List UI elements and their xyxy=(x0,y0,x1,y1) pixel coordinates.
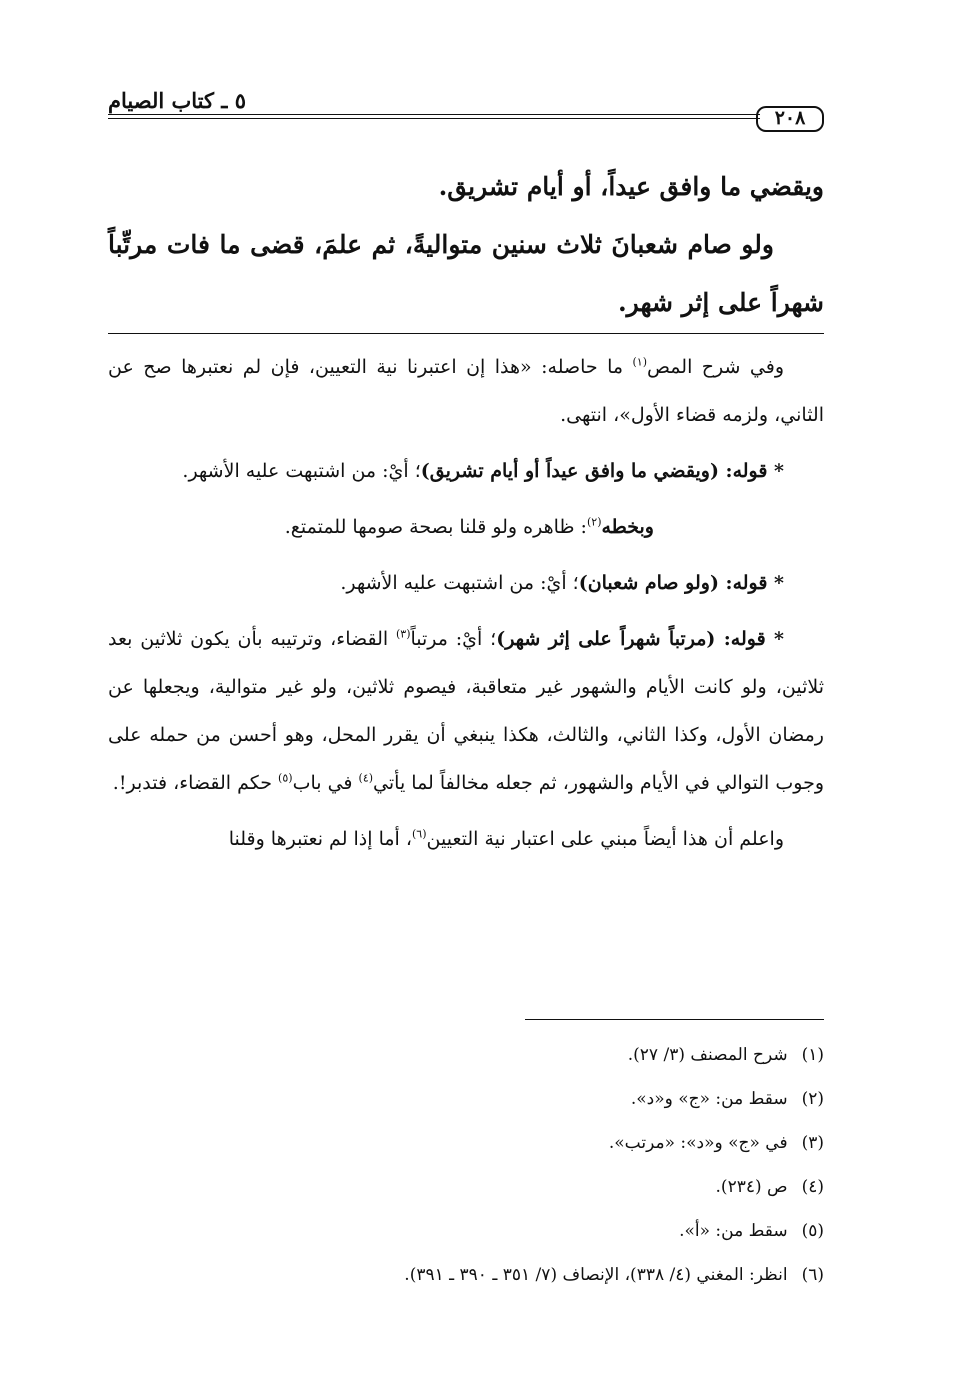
text-span: ؛ أيْ: من اشتبهت عليه الأشهر. xyxy=(182,460,421,482)
footnote xyxy=(108,1121,824,1165)
footnote-number: (٥) xyxy=(801,1221,824,1241)
text-span: ؛ أيْ: من اشتبهت عليه الأشهر. xyxy=(340,572,579,594)
footnote-number: (٤) xyxy=(801,1177,824,1197)
text-span: وفي شرح المص xyxy=(647,356,784,378)
footnote xyxy=(108,1165,824,1209)
bold-lead: وبخطه xyxy=(601,516,654,538)
commentary xyxy=(108,343,824,871)
text-span: حكم القضاء، فتدبر!. xyxy=(112,772,279,794)
commentary-paragraph xyxy=(108,815,824,863)
footnote-ref[interactable]: (٦) xyxy=(412,827,427,841)
footnote xyxy=(108,1209,824,1253)
text-span: القضاء، وترتيبه بأن يكون ثلاثين بعد ثلاثين، ولو كانت الأيام والشهور غير متعاقبة، فيصوم ثلاثين، ولو غير متوالية، ويجعلها عن رمضان الأول، وكذا الثاني، والثالث، هكذا ينبغي أن يقرر المحل، وهو أحسن من حمله على وجوب التوالي في الأيام والشهور، ثم جعله مخالفاً لما يأتي xyxy=(108,628,824,794)
footnote-number: (٢) xyxy=(801,1089,824,1109)
commentary-paragraph xyxy=(108,447,824,495)
text-span: ما حاصله: «هذا إن اعتبرنا نية التعيين، فإن لم نعتبرها صح عن الثاني، ولزمه قضاء الأول»، انتهى. xyxy=(108,356,824,426)
text-span: واعلم أن هذا أيضاً مبني على اعتبار نية التعيين xyxy=(426,828,784,850)
footnote-text: انظر: المغني (٤/ ٣٣٨)، الإنصاف (٧/ ٣٥١ ـ ٣٩٠ ـ ٣٩١). xyxy=(404,1265,788,1285)
header-rule-double xyxy=(108,118,760,119)
chapter-title: ٥ ـ كتاب الصيام xyxy=(108,88,247,113)
footnote-number: (٦) xyxy=(801,1265,824,1285)
text-span: ، أما إذا لم نعتبرها وقلنا xyxy=(228,828,412,850)
commentary-paragraph xyxy=(108,503,824,551)
quoted-matn: * قوله: (مرتباً شهراً على إثر شهر) xyxy=(496,628,784,650)
footnote-text: سقط من: «ج» و«د». xyxy=(630,1089,788,1109)
section-divider xyxy=(108,333,824,334)
footnote xyxy=(108,1033,824,1077)
quoted-matn: * قوله: (ويقضي ما وافق عيداً أو أيام تشريق) xyxy=(420,460,784,482)
footnote-text: سقط من: «أ». xyxy=(679,1221,788,1241)
footnote-ref[interactable]: (٥) xyxy=(278,771,293,785)
quoted-matn: * قوله: (ولو صام شعبان) xyxy=(578,572,784,594)
footnote-ref[interactable]: (٤) xyxy=(358,771,374,785)
header-rule xyxy=(108,114,760,115)
text-span: ؛ أيْ: مرتباً xyxy=(410,628,497,650)
commentary-paragraph xyxy=(108,559,824,607)
footnote-ref[interactable]: (١) xyxy=(632,355,648,369)
page-number: ٢٠٨ xyxy=(756,106,824,132)
main-paragraph-1: ويقضي ما وافق عيداً، أو أيام تشريق. xyxy=(438,172,824,201)
footnote xyxy=(108,1077,824,1121)
page-header xyxy=(108,78,824,148)
commentary-paragraph xyxy=(108,343,824,439)
footnote-number: (١) xyxy=(801,1045,824,1065)
footnote-text: ص (٢٣٤). xyxy=(715,1177,788,1197)
footnote-ref[interactable]: (٢) xyxy=(586,515,602,529)
footnote-divider xyxy=(525,1019,824,1020)
footnote xyxy=(108,1253,824,1297)
footnote-ref[interactable]: (٣) xyxy=(395,627,411,641)
footnote-text: في «ج» و«د»: «مرتب». xyxy=(608,1133,788,1153)
footnotes xyxy=(108,1033,824,1297)
text-span: : ظاهره ولو قلنا بصحة صومها للمتمتع. xyxy=(284,516,587,538)
main-paragraph-2: ولو صام شعبانَ ثلاث سنين متواليةً، ثم علمَ، قضى ما فات مرتِّباً شهراً على إثر شهر. xyxy=(108,230,824,317)
main-text xyxy=(108,158,824,332)
commentary-paragraph xyxy=(108,615,824,807)
footnote-text: شرح المصنف (٣/ ٢٧). xyxy=(627,1045,788,1065)
text-span: في باب xyxy=(292,772,359,794)
footnote-number: (٣) xyxy=(801,1133,824,1153)
